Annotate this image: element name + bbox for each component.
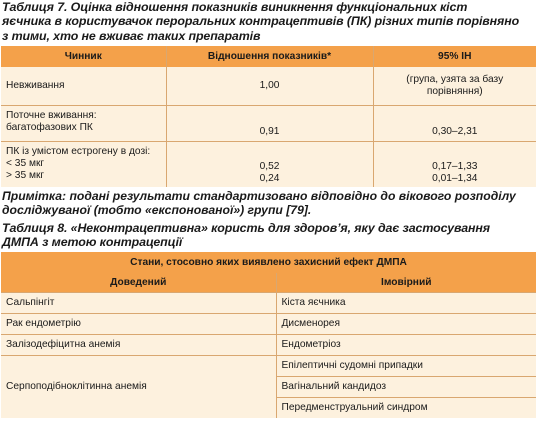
column-header-probable: Імовірний: [276, 273, 536, 292]
column-header-proven: Доведений: [1, 273, 276, 292]
factor-cell-line: багатофазових ПК: [6, 121, 93, 133]
ci-cell: [373, 67, 536, 105]
table8-caption-line: ДМПА з метою контрацепції: [2, 235, 183, 250]
ci-cell-line: порівняння): [426, 85, 483, 97]
table-row: [1, 292, 536, 313]
column-header-ci: 95% ІН: [373, 46, 536, 67]
factor-cell: [1, 141, 166, 187]
table7-caption: [0, 0, 538, 43]
ratio-cell: 0,91: [166, 105, 373, 141]
ratio-cell: [166, 141, 373, 187]
table-row: [1, 313, 536, 334]
table7-caption-line: з тими, хто не вживає таких препаратів: [2, 28, 261, 43]
table8-banner: Стани, стосовно яких виявлено захисний ефект ДМПА: [1, 252, 536, 273]
proven-cell: Серпоподібноклітинна анемія: [1, 355, 276, 418]
column-header-factor: Чинник: [1, 46, 166, 67]
ci-cell-line: 0,17–1,33: [432, 161, 478, 173]
table7-note-line: досліджуваної (тобто «експонованої») групи [79].: [2, 203, 312, 218]
factor-cell-line: Поточне вживання:: [6, 109, 97, 121]
probable-cell: Дисменорея: [276, 313, 536, 334]
factor-cell: [1, 105, 166, 141]
ratio-cell-line: 0,24: [259, 173, 280, 185]
table-row: [1, 67, 536, 105]
probable-cell: Ендометріоз: [276, 334, 536, 355]
probable-cell: Епілептичні судомні припадки: [276, 355, 536, 376]
table7-caption-line: Таблиця 7. Оцінка відношення показників виникнення функціональних кіст: [2, 0, 468, 14]
factor-cell-line: > 35 мкг: [6, 169, 45, 181]
ci-cell: [373, 141, 536, 187]
probable-cell: Вагінальний кандидоз: [276, 376, 536, 397]
table8: [1, 252, 536, 418]
table-row: [1, 141, 536, 187]
table8-header-row: [1, 273, 536, 292]
ci-cell-line: 0,01–1,34: [432, 173, 478, 185]
ratio-cell-line: 0,52: [259, 161, 280, 173]
table8-caption-line: Таблиця 8. «Неконтрацептивна» користь для здоров’я, яку дає застосування: [2, 220, 490, 235]
table-row: [1, 105, 536, 141]
factor-cell-line: ПК із умістом естрогену в дозі:: [6, 145, 151, 157]
table-row: [1, 355, 536, 376]
table-row: [1, 334, 536, 355]
probable-cell: Кіста яєчника: [276, 292, 536, 313]
ratio-cell: 1,00: [166, 67, 373, 105]
ci-cell: 0,30–2,31: [373, 105, 536, 141]
proven-cell: Рак ендометрію: [1, 313, 276, 334]
probable-cell: Передменструальний синдром: [276, 397, 536, 418]
table8-caption: [0, 221, 538, 250]
column-header-ratio: Відношення показників*: [166, 46, 373, 67]
table7: [1, 46, 536, 187]
factor-cell: Невживання: [1, 67, 166, 105]
factor-cell-line: < 35 мкг: [6, 157, 45, 169]
table7-caption-line: яєчника в користувачок пероральних контрацептивів (ПК) різних типів порівняно: [2, 14, 520, 29]
table7-note-line: Примітка: подані результати стандартизовано відповідно до вікового розподілу: [2, 189, 516, 204]
ci-cell-line: (група, узята за базу: [406, 73, 504, 85]
proven-cell: Залізодефіцитна анемія: [1, 334, 276, 355]
table7-note: [0, 189, 538, 217]
proven-cell: Сальпінгіт: [1, 292, 276, 313]
table7-header-row: [1, 46, 536, 67]
table8-banner-row: [1, 252, 536, 273]
